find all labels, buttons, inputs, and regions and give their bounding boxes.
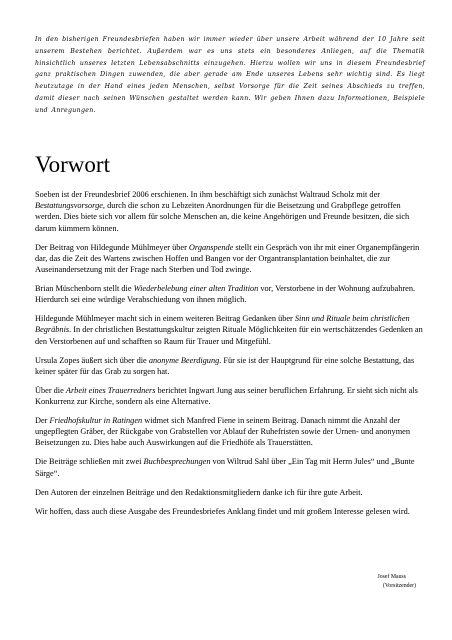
signature-name: Josef Mauss bbox=[377, 574, 406, 580]
paragraph-bestattungsvorsorge: Soeben ist der Freundesbrief 2006 erschienen. In ihm beschäftigt sich zunächst Waltraud Scholz mit der Bestattungsvorsorge, durch die schon zu Lebzeiten Anordnungen für die Beisetzung und Grabpflege getroffen werden. Dies biete sich vor allem für solche Menschen an, die keine Angehörigen und Freunde besitzen, die sich darum kümmern können. bbox=[35, 190, 410, 233]
paragraph-wiederbelebung: Brian Müschenborn stellt die Wiederbelebung einer alten Tradition vor, Verstorbene in der Wohnung aufzubahren. Hierdurch sei eine würdige Verabschiedung von ihnen möglich. bbox=[35, 284, 416, 305]
paragraph-organspende: Der Beitrag von Hildegunde Mühlmeyer über Organspende stellt ein Gespräch von ihr mit einer Organempfängerin dar, das die Zeit des Wartens zwischen Hoffen und Bangen vor der Organtransplantation beinhaltet, die zur Auseinandersetzung mit der Frage nach Sterben und Tod zwinge. bbox=[35, 242, 420, 275]
paragraph-hoffnung: Wir hoffen, dass auch diese Ausgabe des Freundesbriefes Anklang findet und mit großem Interesse gelesen wird. bbox=[35, 506, 410, 516]
intro-paragraph: In den bisherigen Freundesbriefen haben wir immer wieder über unsere Arbeit während der 10 Jahre seit unserem Bestehen berichtet. Außerdem war es uns stets ein besonderes Anliegen, auf die Thematik hinsichtlich unseres letzten Lebensabschnitts einzugehen. Hierzu wollen wir uns in diesem Freundesbrief ganz praktischen Dingen zuwenden, die aber gerade am Ende unseres Lebens sehr wichtig sind. Es liegt heutzutage in der Hand eines jeden Menschen, selbst Vorsorge für die Zeit seines Abschieds zu treffen, damit dieser nach seinen Wünschen gestaltet werden kann. Wir geben Ihnen dazu Informationen, Beispiele und Anregungen. bbox=[35, 36, 425, 114]
paragraph-buchbesprechungen: Die Beiträge schließen mit zwei Buchbesprechungen von Wiltrud Sahl über „Ein Tag mit Herrn Jules“ und „Bunte Särge“. bbox=[35, 457, 415, 478]
paragraph-anonyme-beerdigung: Ursula Zopes äußert sich über die anonyme Beerdigung. Für sie ist der Hauptgrund für eine solche Bestattung, das keiner später für das Grab zu sorgen hat. bbox=[35, 355, 415, 376]
signature-role: (Vorsitzender) bbox=[382, 583, 416, 589]
paragraph-friedhofskultur: Der Friedhofskultur in Ratingen widmet sich Manfred Fiene in seinem Beitrag. Danach nimmt die Anzahl der ungepflegten Gräber, der Rückgabe von Grabstellen vor Ablauf der Ruhefristen sowie der Urnen- und anonymen Beisetzungen zu. Dies habe auch Auswirkungen auf die Friedhöfe als Trauerstätten. bbox=[35, 416, 410, 448]
signature bbox=[296, 573, 416, 591]
page-title: Vorwort bbox=[35, 152, 110, 177]
foreword-body bbox=[35, 189, 425, 525]
paragraph-trauerredner: Über die Arbeit eines Trauerredners berichtet Ingwart Jung aus seiner beruflichen Erfahrung. Er sieht sich nicht als Konkurrenz zur Kirche, sondern als eine Alternative. bbox=[35, 385, 418, 407]
paragraph-rituale: Hildegunde Mühlmeyer macht sich in einem weiteren Beitrag Gedanken über Sinn und Rituale beim christlichen Begräbnis. In der christlichen Bestattungskultur zeigten Rituale Möglichkeiten für ein wertschätzendes Gedenken an den Verstorbenen auf und schafften so Raum für Trauer und Mitgefühl. bbox=[35, 314, 423, 346]
paragraph-dank: Den Autoren der einzelnen Beiträge und den Redaktionsmitgliedern danke ich für ihre gute Arbeit. bbox=[35, 487, 363, 497]
